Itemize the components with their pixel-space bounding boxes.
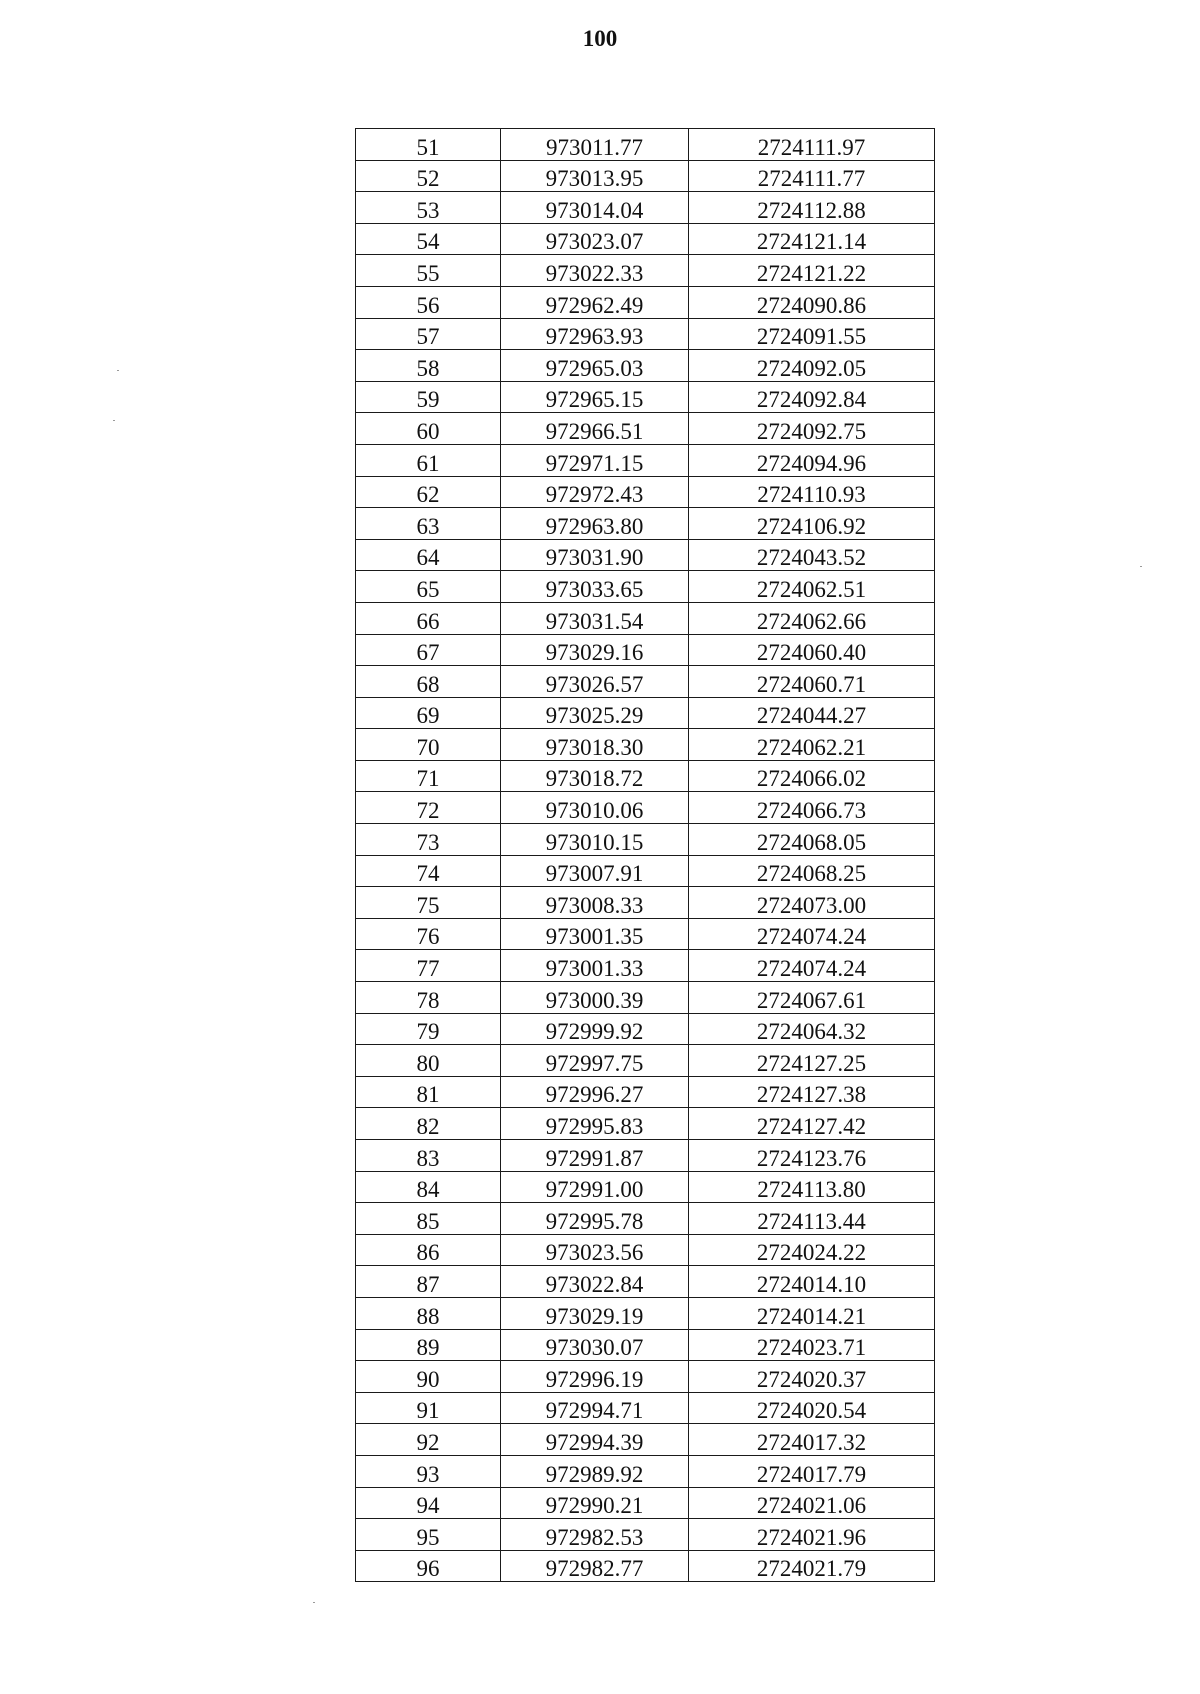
table-row: [356, 286, 935, 318]
y-coordinate-cell: 2724060.40: [689, 634, 935, 666]
x-coordinate-cell: 973011.77: [501, 129, 689, 161]
point-number-cell: 94: [356, 1487, 501, 1519]
table-row: [356, 1455, 935, 1487]
table-row: [356, 729, 935, 761]
point-number-cell: 56: [356, 286, 501, 318]
point-number-cell: 77: [356, 950, 501, 982]
table-row: [356, 1519, 935, 1551]
table-row: [356, 350, 935, 382]
x-coordinate-cell: 972990.21: [501, 1487, 689, 1519]
point-number-cell: 80: [356, 1045, 501, 1077]
x-coordinate-cell: 972995.83: [501, 1108, 689, 1140]
x-coordinate-cell: 973029.19: [501, 1297, 689, 1329]
table-row: [356, 982, 935, 1014]
table-row: [356, 1424, 935, 1456]
point-number-cell: 95: [356, 1519, 501, 1551]
table-row: [356, 223, 935, 255]
x-coordinate-cell: 972994.39: [501, 1424, 689, 1456]
point-number-cell: 69: [356, 697, 501, 729]
point-number-cell: 76: [356, 918, 501, 950]
x-coordinate-cell: 973013.95: [501, 160, 689, 192]
table-row: [356, 950, 935, 982]
scan-speck: [113, 420, 115, 421]
point-number-cell: 70: [356, 729, 501, 761]
x-coordinate-cell: 973030.07: [501, 1329, 689, 1361]
table-row: [356, 1013, 935, 1045]
point-number-cell: 66: [356, 602, 501, 634]
y-coordinate-cell: 2724068.05: [689, 824, 935, 856]
table-row: [356, 824, 935, 856]
point-number-cell: 68: [356, 666, 501, 698]
table-row: [356, 697, 935, 729]
table-row: [356, 1329, 935, 1361]
table-row: [356, 381, 935, 413]
table-row: [356, 1045, 935, 1077]
table-row: [356, 887, 935, 919]
point-number-cell: 89: [356, 1329, 501, 1361]
y-coordinate-cell: 2724020.54: [689, 1392, 935, 1424]
point-number-cell: 64: [356, 539, 501, 571]
x-coordinate-cell: 973001.35: [501, 918, 689, 950]
y-coordinate-cell: 2724127.25: [689, 1045, 935, 1077]
y-coordinate-cell: 2724021.06: [689, 1487, 935, 1519]
table-row: [356, 129, 935, 161]
table-row: [356, 444, 935, 476]
y-coordinate-cell: 2724068.25: [689, 855, 935, 887]
point-number-cell: 63: [356, 508, 501, 540]
y-coordinate-cell: 2724062.21: [689, 729, 935, 761]
x-coordinate-cell: 973023.07: [501, 223, 689, 255]
y-coordinate-cell: 2724123.76: [689, 1140, 935, 1172]
y-coordinate-cell: 2724067.61: [689, 982, 935, 1014]
y-coordinate-cell: 2724066.02: [689, 760, 935, 792]
y-coordinate-cell: 2724074.24: [689, 950, 935, 982]
table-row: [356, 760, 935, 792]
table-row: [356, 160, 935, 192]
point-number-cell: 87: [356, 1266, 501, 1298]
y-coordinate-cell: 2724060.71: [689, 666, 935, 698]
point-number-cell: 92: [356, 1424, 501, 1456]
point-number-cell: 61: [356, 444, 501, 476]
y-coordinate-cell: 2724121.22: [689, 255, 935, 287]
point-number-cell: 59: [356, 381, 501, 413]
table-row: [356, 1550, 935, 1582]
y-coordinate-cell: 2724092.84: [689, 381, 935, 413]
table-row: [356, 318, 935, 350]
x-coordinate-cell: 972997.75: [501, 1045, 689, 1077]
point-number-cell: 78: [356, 982, 501, 1014]
point-number-cell: 86: [356, 1234, 501, 1266]
x-coordinate-cell: 972989.92: [501, 1455, 689, 1487]
point-number-cell: 91: [356, 1392, 501, 1424]
x-coordinate-cell: 972999.92: [501, 1013, 689, 1045]
table-row: [356, 539, 935, 571]
table-row: [356, 1266, 935, 1298]
y-coordinate-cell: 2724024.22: [689, 1234, 935, 1266]
x-coordinate-cell: 973029.16: [501, 634, 689, 666]
table-row: [356, 1203, 935, 1235]
y-coordinate-cell: 2724127.42: [689, 1108, 935, 1140]
y-coordinate-cell: 2724121.14: [689, 223, 935, 255]
y-coordinate-cell: 2724021.96: [689, 1519, 935, 1551]
x-coordinate-cell: 972991.00: [501, 1171, 689, 1203]
x-coordinate-cell: 973022.33: [501, 255, 689, 287]
x-coordinate-cell: 973031.90: [501, 539, 689, 571]
y-coordinate-cell: 2724023.71: [689, 1329, 935, 1361]
point-number-cell: 74: [356, 855, 501, 887]
coordinates-table: [355, 128, 935, 1582]
table-row: [356, 192, 935, 224]
y-coordinate-cell: 2724113.44: [689, 1203, 935, 1235]
scan-speck: [313, 1602, 315, 1603]
x-coordinate-cell: 972991.87: [501, 1140, 689, 1172]
x-coordinate-cell: 973010.15: [501, 824, 689, 856]
x-coordinate-cell: 973018.72: [501, 760, 689, 792]
y-coordinate-cell: 2724074.24: [689, 918, 935, 950]
table-row: [356, 1297, 935, 1329]
x-coordinate-cell: 973000.39: [501, 982, 689, 1014]
point-number-cell: 75: [356, 887, 501, 919]
y-coordinate-cell: 2724073.00: [689, 887, 935, 919]
y-coordinate-cell: 2724111.97: [689, 129, 935, 161]
y-coordinate-cell: 2724113.80: [689, 1171, 935, 1203]
page-number: 100: [582, 26, 618, 51]
table-row: [356, 508, 935, 540]
point-number-cell: 84: [356, 1171, 501, 1203]
point-number-cell: 71: [356, 760, 501, 792]
x-coordinate-cell: 972962.49: [501, 286, 689, 318]
point-number-cell: 54: [356, 223, 501, 255]
scan-speck: [1140, 566, 1142, 567]
x-coordinate-cell: 973023.56: [501, 1234, 689, 1266]
x-coordinate-cell: 973014.04: [501, 192, 689, 224]
x-coordinate-cell: 973001.33: [501, 950, 689, 982]
y-coordinate-cell: 2724017.32: [689, 1424, 935, 1456]
point-number-cell: 73: [356, 824, 501, 856]
point-number-cell: 51: [356, 129, 501, 161]
y-coordinate-cell: 2724043.52: [689, 539, 935, 571]
y-coordinate-cell: 2724092.05: [689, 350, 935, 382]
x-coordinate-cell: 972963.93: [501, 318, 689, 350]
y-coordinate-cell: 2724110.93: [689, 476, 935, 508]
y-coordinate-cell: 2724066.73: [689, 792, 935, 824]
y-coordinate-cell: 2724091.55: [689, 318, 935, 350]
x-coordinate-cell: 973022.84: [501, 1266, 689, 1298]
point-number-cell: 55: [356, 255, 501, 287]
x-coordinate-cell: 972996.19: [501, 1361, 689, 1393]
point-number-cell: 72: [356, 792, 501, 824]
point-number-cell: 58: [356, 350, 501, 382]
point-number-cell: 65: [356, 571, 501, 603]
x-coordinate-cell: 973010.06: [501, 792, 689, 824]
y-coordinate-cell: 2724014.10: [689, 1266, 935, 1298]
y-coordinate-cell: 2724017.79: [689, 1455, 935, 1487]
table-row: [356, 413, 935, 445]
point-number-cell: 53: [356, 192, 501, 224]
y-coordinate-cell: 2724062.66: [689, 602, 935, 634]
point-number-cell: 81: [356, 1076, 501, 1108]
x-coordinate-cell: 973031.54: [501, 602, 689, 634]
y-coordinate-cell: 2724112.88: [689, 192, 935, 224]
x-coordinate-cell: 973018.30: [501, 729, 689, 761]
x-coordinate-cell: 972966.51: [501, 413, 689, 445]
y-coordinate-cell: 2724127.38: [689, 1076, 935, 1108]
y-coordinate-cell: 2724064.32: [689, 1013, 935, 1045]
x-coordinate-cell: 972971.15: [501, 444, 689, 476]
table-row: [356, 1361, 935, 1393]
y-coordinate-cell: 2724106.92: [689, 508, 935, 540]
x-coordinate-cell: 972982.77: [501, 1550, 689, 1582]
x-coordinate-cell: 973025.29: [501, 697, 689, 729]
x-coordinate-cell: 973026.57: [501, 666, 689, 698]
point-number-cell: 83: [356, 1140, 501, 1172]
x-coordinate-cell: 973008.33: [501, 887, 689, 919]
point-number-cell: 85: [356, 1203, 501, 1235]
table-row: [356, 666, 935, 698]
point-number-cell: 57: [356, 318, 501, 350]
table-row: [356, 1171, 935, 1203]
x-coordinate-cell: 972994.71: [501, 1392, 689, 1424]
x-coordinate-cell: 972996.27: [501, 1076, 689, 1108]
point-number-cell: 88: [356, 1297, 501, 1329]
point-number-cell: 79: [356, 1013, 501, 1045]
point-number-cell: 93: [356, 1455, 501, 1487]
y-coordinate-cell: 2724062.51: [689, 571, 935, 603]
table-row: [356, 571, 935, 603]
point-number-cell: 60: [356, 413, 501, 445]
point-number-cell: 82: [356, 1108, 501, 1140]
x-coordinate-cell: 972965.03: [501, 350, 689, 382]
y-coordinate-cell: 2724090.86: [689, 286, 935, 318]
table-row: [356, 1076, 935, 1108]
x-coordinate-cell: 972963.80: [501, 508, 689, 540]
point-number-cell: 62: [356, 476, 501, 508]
table-row: [356, 918, 935, 950]
y-coordinate-cell: 2724020.37: [689, 1361, 935, 1393]
table-row: [356, 255, 935, 287]
table-row: [356, 634, 935, 666]
x-coordinate-cell: 972995.78: [501, 1203, 689, 1235]
x-coordinate-cell: 973033.65: [501, 571, 689, 603]
coordinates-table-body: [356, 129, 935, 1582]
scan-speck: [117, 370, 119, 371]
table-row: [356, 1392, 935, 1424]
x-coordinate-cell: 973007.91: [501, 855, 689, 887]
x-coordinate-cell: 972982.53: [501, 1519, 689, 1551]
table-row: [356, 1234, 935, 1266]
table-row: [356, 1487, 935, 1519]
x-coordinate-cell: 972965.15: [501, 381, 689, 413]
table-row: [356, 1140, 935, 1172]
table-row: [356, 792, 935, 824]
table-row: [356, 1108, 935, 1140]
table-row: [356, 602, 935, 634]
point-number-cell: 67: [356, 634, 501, 666]
y-coordinate-cell: 2724021.79: [689, 1550, 935, 1582]
table-row: [356, 476, 935, 508]
y-coordinate-cell: 2724014.21: [689, 1297, 935, 1329]
y-coordinate-cell: 2724092.75: [689, 413, 935, 445]
y-coordinate-cell: 2724044.27: [689, 697, 935, 729]
point-number-cell: 96: [356, 1550, 501, 1582]
y-coordinate-cell: 2724111.77: [689, 160, 935, 192]
x-coordinate-cell: 972972.43: [501, 476, 689, 508]
y-coordinate-cell: 2724094.96: [689, 444, 935, 476]
point-number-cell: 52: [356, 160, 501, 192]
point-number-cell: 90: [356, 1361, 501, 1393]
table-row: [356, 855, 935, 887]
